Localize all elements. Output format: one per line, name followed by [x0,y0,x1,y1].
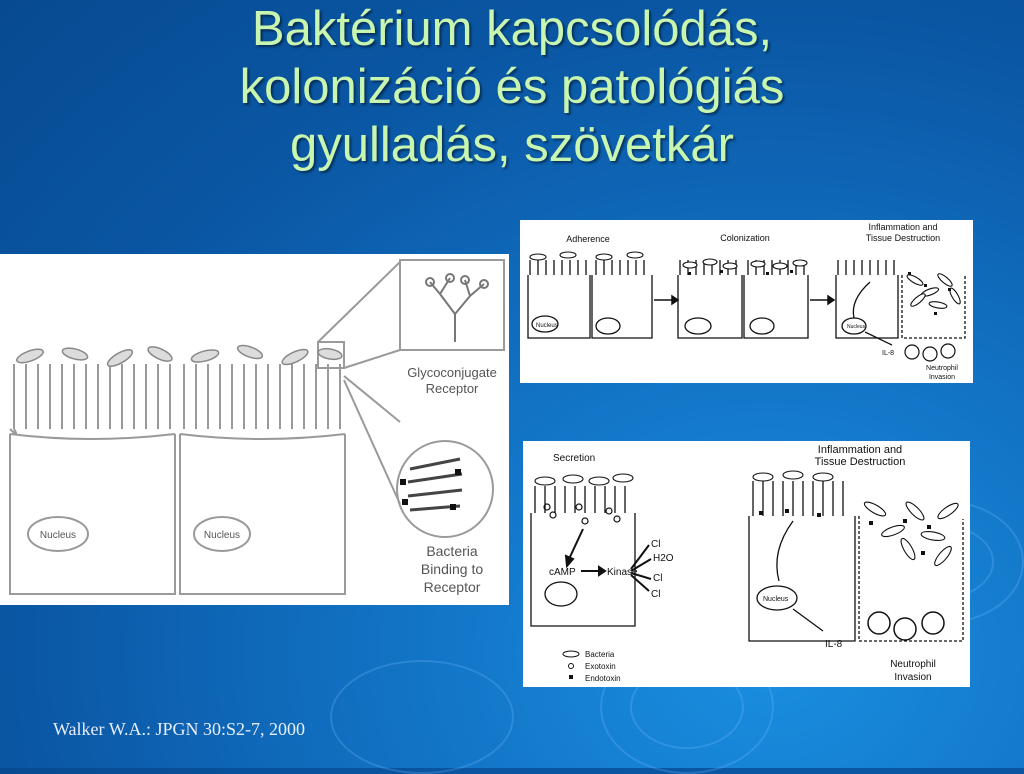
slide-title [0,0,1024,174]
figure-bacterial-adhesion [0,254,509,605]
neutrophil-label: Neutrophil [926,365,958,372]
il8-label: IL-8 [882,350,895,357]
camp-label: cAMP [549,567,576,578]
stage-inflammation-label: Tissue Destruction [865,233,941,243]
nucleus-label: Nucleus [536,323,558,329]
nucleus-label: Nucleus [847,324,866,330]
binding-label: Binding to [420,561,484,577]
neutrophil-icon [868,612,944,640]
neutrophil-label: Neutrophil [890,659,936,670]
binding-label: Receptor [423,579,481,595]
legend-endotoxin: Endotoxin [585,674,621,683]
stage-colonization-label: Colonization [720,233,770,243]
ion-label: Cl [653,573,663,584]
glycoconjugate-receptor-icon [426,274,488,342]
colonization-diagram [520,220,973,383]
bacteria-legend-icon [563,651,579,657]
receptor-label: Receptor [425,381,479,396]
legend [563,650,621,683]
neutrophil-label: Invasion [894,672,932,683]
binding-label: Bacteria [426,543,478,559]
adhesion-diagram [0,254,509,605]
inflammation-label: Inflammation and [817,444,903,456]
legend-exotoxin: Exotoxin [585,662,616,671]
secretion-diagram [523,441,970,687]
legend-bacteria: Bacteria [585,650,615,659]
figure-secretion-inflammation [523,441,970,687]
ion-label: Cl [651,539,661,550]
title-line-3: gyulladás, szövetkár [290,118,734,172]
nucleus-label: Nucleus [203,530,241,541]
endotoxin-legend-icon [569,675,573,679]
stage-adherence-label: Adherence [566,234,610,244]
neutrophil-icon [905,344,955,361]
receptor-binding-icon [408,459,462,510]
exotoxin-legend-icon [569,664,574,669]
nucleus-label: Nucleus [763,596,789,603]
ion-label: H2O [653,553,674,564]
secretion-label: Secretion [553,453,596,464]
stage-inflammation-label: Inflammation and [868,222,938,232]
receptor-label: Glycoconjugate [407,365,497,380]
neutrophil-label: Invasion [928,374,956,381]
kinase-label: Kinase [607,567,638,578]
title-line-2: kolonizáció és patológiás [239,60,785,114]
nucleus-label: Nucleus [39,530,77,541]
inflammation-label: Tissue Destruction [814,456,906,468]
figure-colonization-stages [520,220,973,383]
il8-label: IL-8 [825,639,843,650]
ion-label: Cl [651,589,661,600]
title-line-1: Baktérium kapcsolódás, [251,2,773,56]
citation: Walker W.A.: JPGN 30:S2-7, 2000 [53,719,306,739]
